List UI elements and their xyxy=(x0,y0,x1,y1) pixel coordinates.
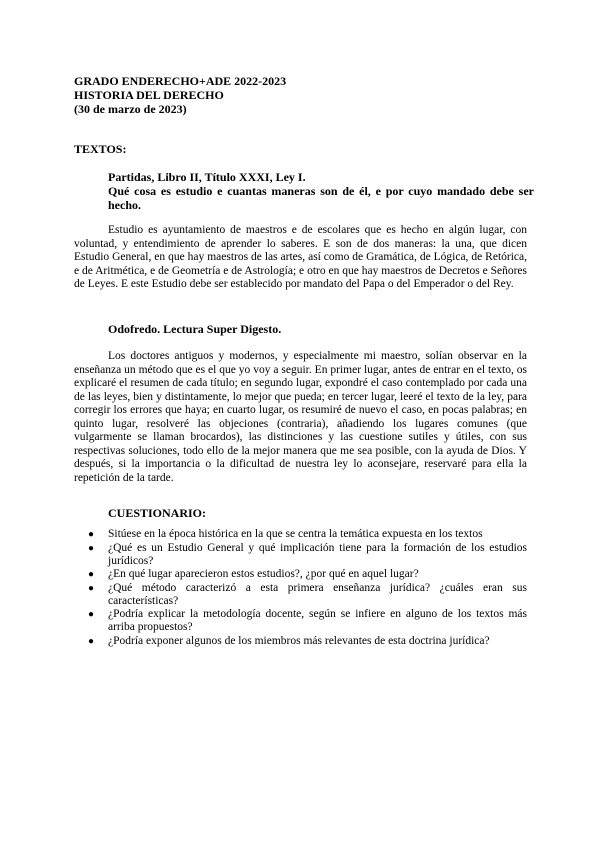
bullet-icon: ● xyxy=(88,569,95,580)
cuestionario-heading: CUESTIONARIO: xyxy=(108,506,207,520)
list-item xyxy=(74,582,527,608)
text2-body: Los doctores antiguos y modernos, y especialmente mi maestro, solían observar en la enseñanza un método que es el que yo voy a seguir. En primer lugar, antes de entrar en el texto, os explicaré el resumen de cada título; en segundo lugar, expondré el caso contemplado por cada una de las leyes, bien y distintamente, lo mejor que pueda; en tercer lugar, leeré el texto de la ley, para corregir los errores que haya; en cuarto lugar, os resumiré de nuevo el caso, en pocas palabras; en quinto lugar, resolveré las objeciones (contraria), añadiendo los lugares comunes (que vulgarmente se llaman brocardos), las distinciones y las cuestione sutiles y útiles, con sus respectivas soluciones, todo ello de la mejor manera que me sea posible, con la ayuda de Dios. Y después, si la importancia o la dificultad de nuestra ley lo aconsejare, reservaré para ella la repetición de la tarde. xyxy=(74,350,527,484)
list-item xyxy=(74,608,527,634)
question-text: ¿En qué lugar aparecieron estos estudios?, ¿por qué en aquel lugar? xyxy=(108,568,419,580)
header-subject: HISTORIA DEL DERECHO xyxy=(74,88,224,102)
text1-body: Estudio es ayuntamiento de maestros e de escolares que es hecho en algún lugar, con voluntad, y entendimiento de aprender lo saberes. E son de dos maneras: la una, que dicen Estudio General, en que hay maestros de las artes, así como de Gramática, de Lógica, de Retórica, e de Aritmética, e de Geometría e de Astrología; e otro en que hay maestros de Decretos e Señores de Leyes. E este Estudio debe ser establecido por mandato del Papa o del Emperador o del Rey. xyxy=(74,224,527,290)
question-text: ¿Podría exponer algunos de los miembros más relevantes de esta doctrina jurídica? xyxy=(108,634,490,647)
list-item xyxy=(74,528,527,541)
bullet-icon: ● xyxy=(88,635,95,647)
text1-title xyxy=(108,170,534,212)
text2-title: Odofredo. Lectura Super Digesto. xyxy=(108,322,282,336)
text1-title-line1: Partidas, Libro II, Título XXXI, Ley I. xyxy=(108,170,306,184)
textos-heading: TEXTOS: xyxy=(74,142,127,156)
bullet-icon: ● xyxy=(88,542,95,554)
bullet-icon: ● xyxy=(88,582,95,594)
list-item xyxy=(74,635,527,648)
list-item xyxy=(74,568,527,581)
header-date: (30 de marzo de 2023) xyxy=(74,102,187,116)
bullet-icon: ● xyxy=(88,529,95,540)
question-text: ¿Podría explicar la metodología docente, según se infiere en alguno de los textos más arriba propuestos? xyxy=(108,608,527,633)
question-text: Sitúese en la época histórica en la que se centra la temática expuesta en los textos xyxy=(108,528,483,540)
bullet-icon: ● xyxy=(88,609,95,620)
question-list xyxy=(74,528,527,648)
document-header xyxy=(74,74,286,116)
header-degree: GRADO ENDERECHO+ADE 2022-2023 xyxy=(74,74,287,88)
text1-title-line2: Qué cosa es estudio e cuantas maneras son de él, e por cuyo mandado debe ser hecho. xyxy=(108,184,534,212)
list-item xyxy=(74,542,527,568)
question-text: ¿Qué es un Estudio General y qué implicación tiene para la formación de los estudios jurídicos? xyxy=(108,541,527,567)
question-text: ¿Qué método caracterizó a esta primera enseñanza jurídica? ¿cuáles eran sus características? xyxy=(108,581,527,607)
